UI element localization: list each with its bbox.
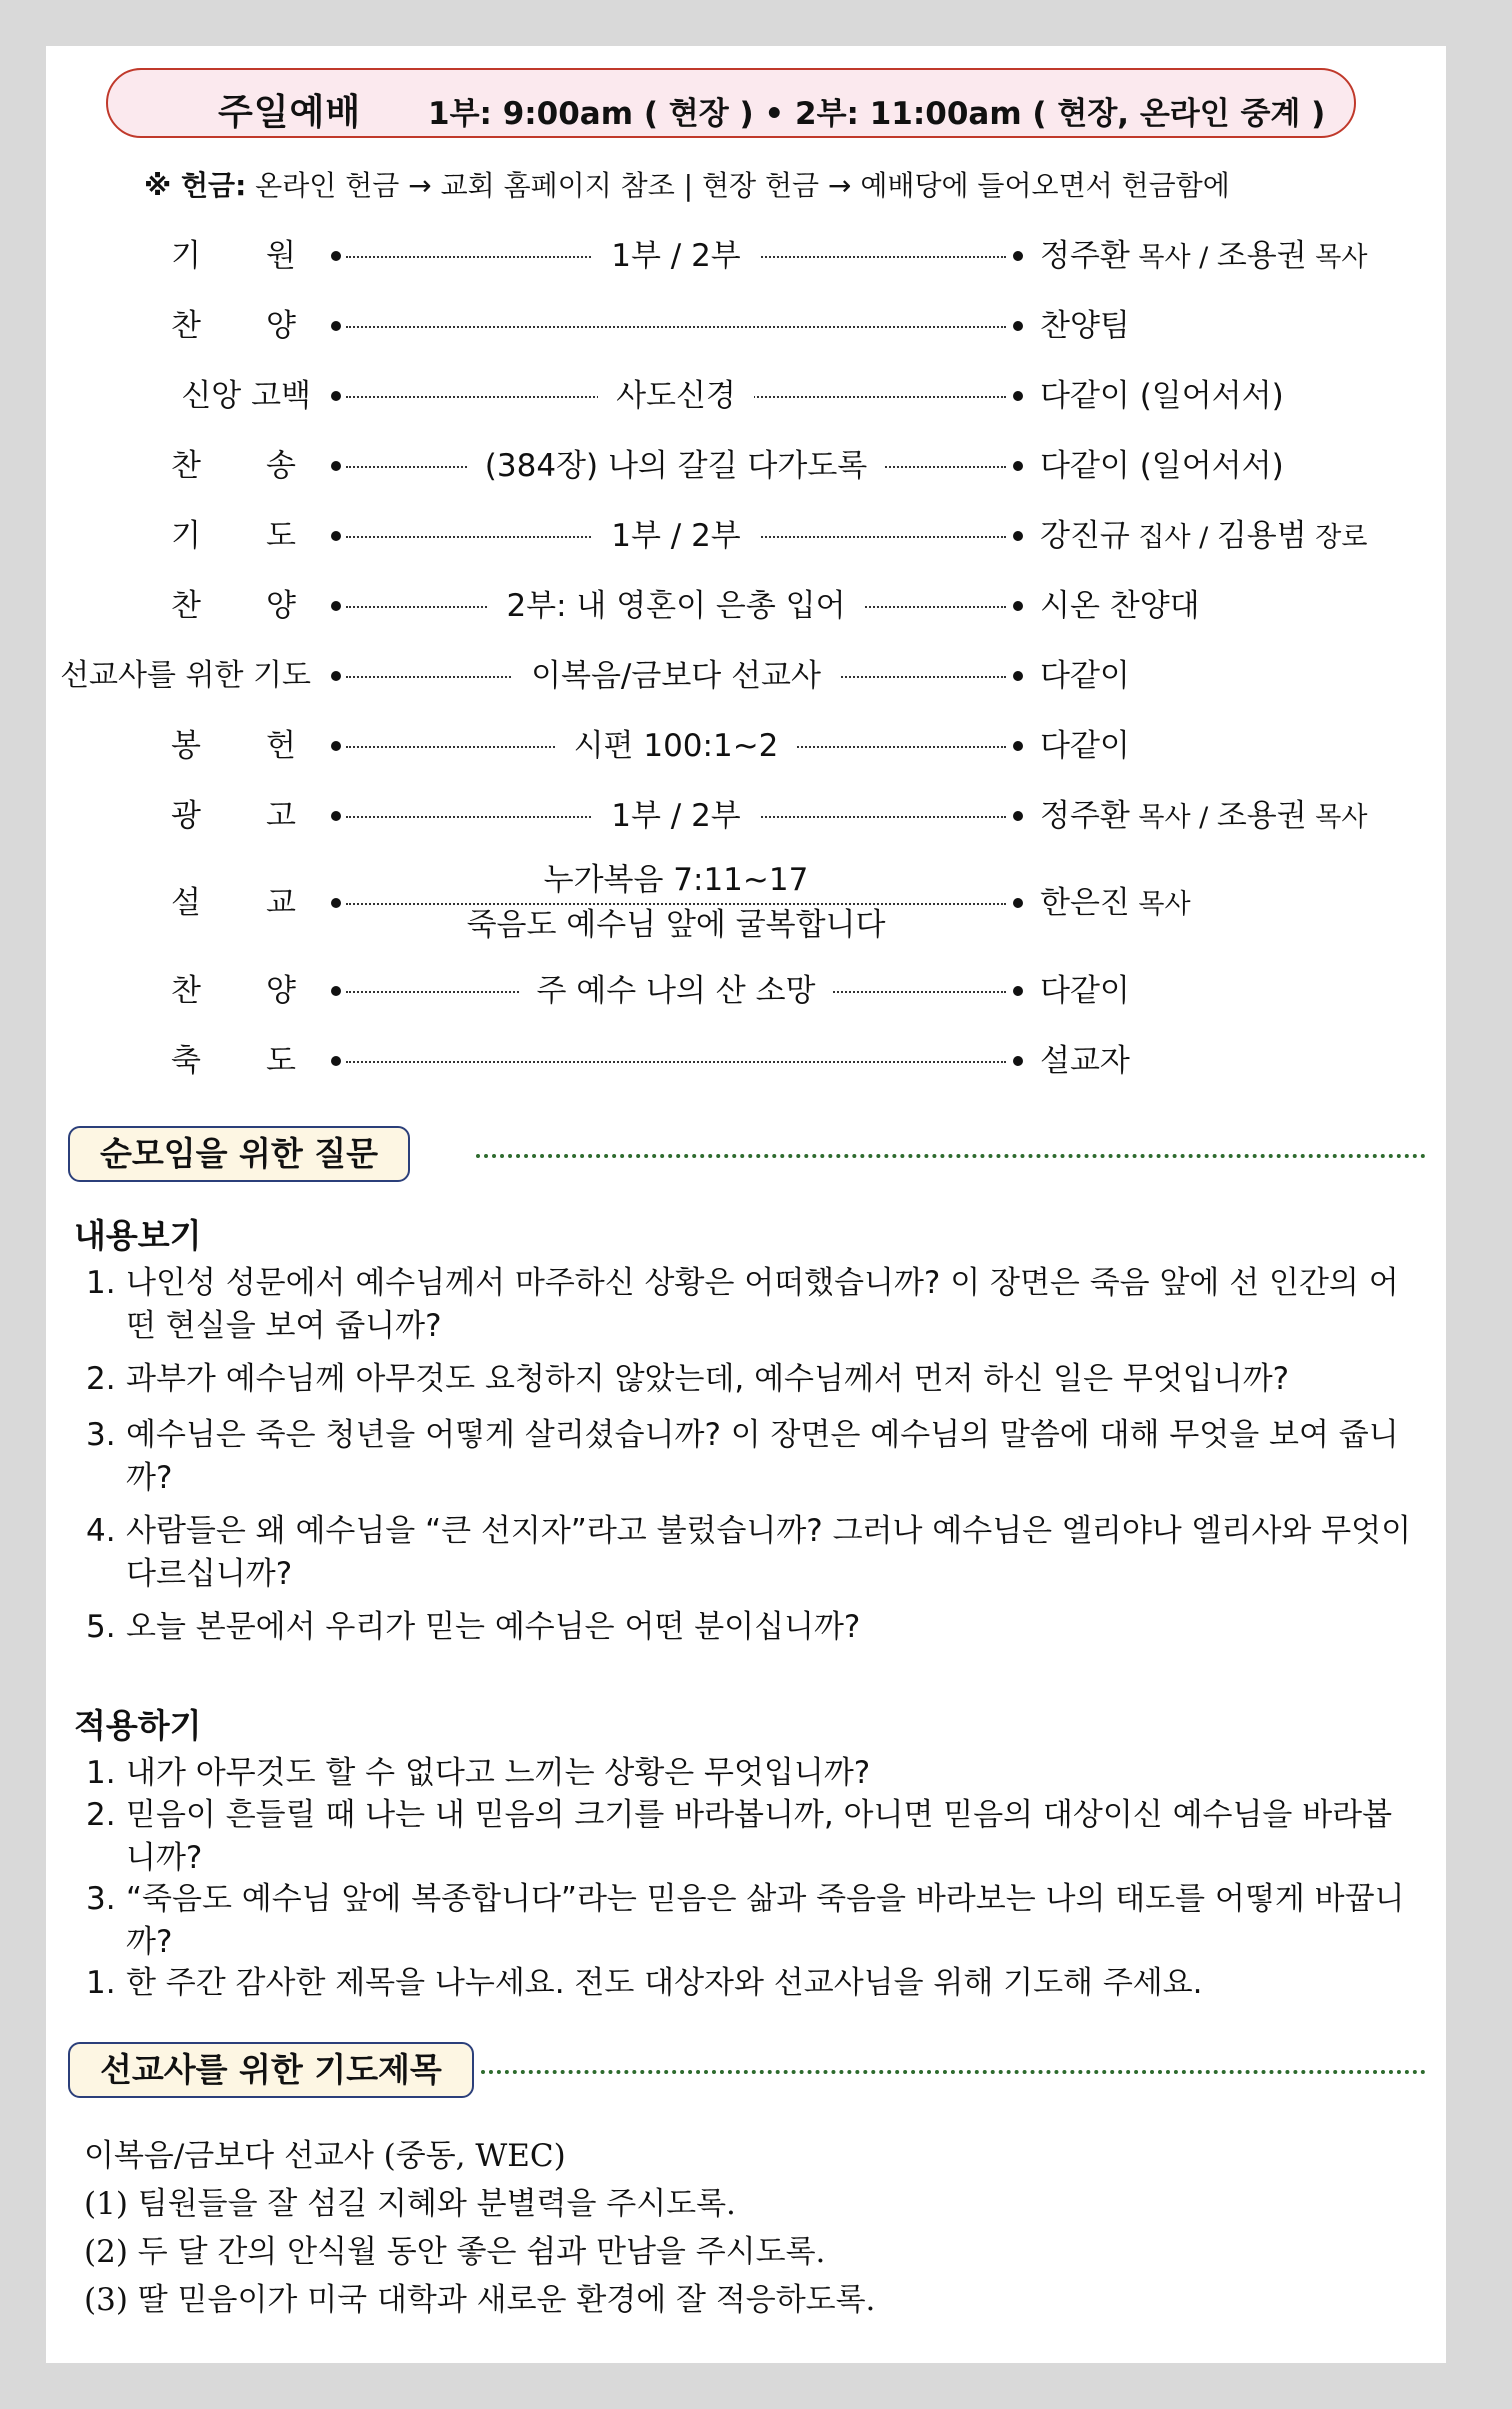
order-item-name: 찬 양 bbox=[171, 308, 296, 344]
order-row bbox=[46, 226, 1446, 286]
order-item-leader bbox=[1040, 296, 1130, 356]
order-item-text: 사도신경 bbox=[598, 378, 754, 414]
order-item-name: 설 교 bbox=[171, 885, 296, 921]
mission-item: (1) 팀원들을 잘 섬길 지혜와 분별력을 주시도록. bbox=[84, 2186, 736, 2222]
leader-name: 조용권 bbox=[1216, 798, 1307, 834]
bullet-dot bbox=[1013, 671, 1023, 681]
questions-divider bbox=[476, 1154, 1426, 1158]
bulletin-page bbox=[46, 46, 1446, 2363]
order-item-name: 기 원 bbox=[171, 238, 296, 274]
bullet-dot bbox=[331, 671, 341, 681]
order-item-leader bbox=[1040, 858, 1191, 950]
order-item-text: (384장) 나의 갈길 다가도록 bbox=[467, 448, 885, 484]
order-row bbox=[46, 786, 1446, 846]
dotted-leader bbox=[346, 1061, 1006, 1063]
offering-label: ※ 헌금: bbox=[144, 169, 247, 202]
leader-name: 강진규 bbox=[1040, 518, 1130, 554]
service-times: 1부: 9:00am ( 현장 ) • 2부: 11:00am ( 현장, 온라인 중계 ) bbox=[428, 96, 1326, 132]
bullet-dot bbox=[1013, 391, 1023, 401]
order-row bbox=[46, 1031, 1446, 1091]
order-row bbox=[46, 961, 1446, 1021]
apply-heading: 적용하기 bbox=[74, 1706, 202, 1745]
sermon-passage: 누가복음 7:11~17 bbox=[526, 862, 827, 898]
order-item-text: 1부 / 2부 bbox=[593, 238, 759, 274]
question-number: 3. bbox=[86, 1417, 116, 1453]
leader-title: 집사 / bbox=[1129, 522, 1217, 553]
order-item-content bbox=[346, 506, 1006, 566]
order-item-content bbox=[346, 646, 1006, 706]
leader-name: 찬양팀 bbox=[1040, 308, 1130, 344]
order-item-content bbox=[346, 366, 1006, 426]
order-item-content bbox=[346, 576, 1006, 636]
bullet-dot bbox=[1013, 898, 1023, 908]
order-item-text: 이복음/금보다 선교사 bbox=[513, 658, 839, 694]
leader-name: 다같이 (일어서서) bbox=[1040, 448, 1284, 484]
leader-title: 장로 bbox=[1306, 522, 1368, 553]
question-number: 3. bbox=[86, 1881, 116, 1917]
leader-title: 목사 / bbox=[1129, 802, 1217, 833]
order-item-name: 찬 양 bbox=[171, 588, 296, 624]
order-item-text: 1부 / 2부 bbox=[593, 798, 759, 834]
order-row bbox=[46, 858, 1446, 948]
order-item-leader bbox=[1040, 366, 1284, 426]
bullet-dot bbox=[1013, 531, 1023, 541]
order-item-text: 주 예수 나의 산 소망 bbox=[519, 973, 834, 1009]
leader-name: 설교자 bbox=[1040, 1043, 1130, 1079]
leader-title: 목사 bbox=[1306, 242, 1368, 273]
question-number: 2. bbox=[86, 1361, 116, 1397]
order-row bbox=[46, 716, 1446, 776]
order-item-name: 광 고 bbox=[171, 798, 296, 834]
question-text: 오늘 본문에서 우리가 믿는 예수님은 어떤 분이십니까? bbox=[126, 1609, 861, 1645]
bullet-dot bbox=[1013, 986, 1023, 996]
sermon-title: 죽음도 예수님 앞에 굴복합니다 bbox=[449, 907, 904, 943]
order-item-leader bbox=[1040, 506, 1367, 568]
question-number: 1. bbox=[86, 1755, 116, 1791]
questions-section-title: 순모임을 위한 질문 bbox=[68, 1126, 410, 1182]
bullet-dot bbox=[331, 811, 341, 821]
question-text: 믿음이 흔들릴 때 나는 내 믿음의 크기를 바라봅니까, 아니면 믿음의 대상이신 예수님을 바라봅니까? bbox=[126, 1797, 1393, 1876]
bullet-dot bbox=[331, 898, 341, 908]
order-row bbox=[46, 296, 1446, 356]
question-text: 내가 아무것도 할 수 없다고 느끼는 상황은 무엇입니까? bbox=[126, 1755, 871, 1791]
bullet-dot bbox=[331, 321, 341, 331]
leader-title: 목사 bbox=[1306, 802, 1368, 833]
order-item-name: 찬 양 bbox=[171, 973, 296, 1009]
bullet-dot bbox=[331, 531, 341, 541]
order-row bbox=[46, 576, 1446, 636]
question-text: “죽음도 예수님 앞에 복종합니다”라는 믿음은 삶과 죽음을 바라보는 나의 태도를 어떻게 바꿉니까? bbox=[126, 1881, 1405, 1960]
order-item-leader bbox=[1040, 961, 1130, 1021]
order-item-text: 시편 100:1~2 bbox=[556, 728, 797, 764]
order-item-name: 기 도 bbox=[171, 518, 296, 554]
bullet-dot bbox=[331, 1056, 341, 1066]
order-item-content bbox=[346, 226, 1006, 286]
service-header bbox=[106, 68, 1356, 138]
leader-name: 정주환 bbox=[1040, 238, 1130, 274]
order-item-content bbox=[346, 436, 1006, 496]
bullet-dot bbox=[1013, 461, 1023, 471]
mission-section-title: 선교사를 위한 기도제목 bbox=[68, 2042, 474, 2098]
mission-divider bbox=[481, 2070, 1426, 2074]
order-item-name: 봉 헌 bbox=[171, 728, 296, 764]
mission-item: (3) 딸 믿음이가 미국 대학과 새로운 환경에 잘 적응하도록. bbox=[84, 2282, 876, 2318]
offering-text: 온라인 헌금 → 교회 홈페이지 참조 | 현장 헌금 → 예배당에 들어오면서 헌금함에 bbox=[246, 169, 1230, 202]
order-item-leader bbox=[1040, 226, 1367, 288]
question-number: 1. bbox=[86, 1965, 116, 2001]
bullet-dot bbox=[331, 601, 341, 611]
leader-name: 다같이 bbox=[1040, 658, 1130, 694]
order-item-name: 선교사를 위한 기도 bbox=[60, 658, 311, 693]
bullet-dot bbox=[1013, 741, 1023, 751]
order-row bbox=[46, 436, 1446, 496]
order-item-content bbox=[346, 716, 1006, 776]
bullet-dot bbox=[1013, 1056, 1023, 1066]
bullet-dot bbox=[1013, 811, 1023, 821]
leader-name: 시온 찬양대 bbox=[1040, 588, 1200, 624]
order-item-leader bbox=[1040, 576, 1200, 636]
leader-name: 다같이 (일어서서) bbox=[1040, 378, 1284, 414]
question-text: 한 주간 감사한 제목을 나누세요. 전도 대상자와 선교사님을 위해 기도해 주세요. bbox=[126, 1965, 1203, 2001]
question-text: 예수님은 죽은 청년을 어떻게 살리셨습니까? 이 장면은 예수님의 말씀에 대해 무엇을 보여 줍니까? bbox=[126, 1417, 1399, 1496]
order-row bbox=[46, 506, 1446, 566]
leader-name: 다같이 bbox=[1040, 973, 1130, 1009]
order-item-content bbox=[346, 961, 1006, 1021]
question-number: 2. bbox=[86, 1797, 116, 1833]
question-number: 4. bbox=[86, 1513, 116, 1549]
order-item-content bbox=[346, 858, 1006, 948]
leader-title: 목사 bbox=[1129, 889, 1191, 920]
bullet-dot bbox=[1013, 601, 1023, 611]
question-text: 나인성 성문에서 예수님께서 마주하신 상황은 어떠했습니까? 이 장면은 죽음 앞에 선 인간의 어떤 현실을 보여 줍니까? bbox=[126, 1265, 1399, 1344]
order-item-name: 찬 송 bbox=[171, 448, 296, 484]
order-item-leader bbox=[1040, 436, 1284, 496]
order-item-text: 2부: 내 영혼이 은총 입어 bbox=[488, 588, 863, 624]
missionary-name: 이복음/금보다 선교사 (중동, WEC) bbox=[84, 2138, 566, 2174]
leader-name: 조용권 bbox=[1216, 238, 1307, 274]
bullet-dot bbox=[1013, 321, 1023, 331]
leader-title: 목사 / bbox=[1129, 242, 1217, 273]
order-item-leader bbox=[1040, 786, 1367, 848]
mission-item: (2) 두 달 간의 안식월 동안 좋은 쉼과 만남을 주시도록. bbox=[84, 2234, 826, 2270]
order-item-content bbox=[346, 786, 1006, 846]
order-item-name: 축 도 bbox=[171, 1043, 296, 1079]
bullet-dot bbox=[331, 391, 341, 401]
order-item-leader bbox=[1040, 1031, 1130, 1091]
service-title: 주일예배 bbox=[218, 92, 362, 133]
question-number: 5. bbox=[86, 1609, 116, 1645]
order-row bbox=[46, 646, 1446, 706]
question-text: 과부가 예수님께 아무것도 요청하지 않았는데, 예수님께서 먼저 하신 일은 무엇입니까? bbox=[126, 1361, 1290, 1397]
leader-name: 한은진 bbox=[1040, 885, 1130, 921]
bullet-dot bbox=[331, 251, 341, 261]
offering-note bbox=[144, 164, 1230, 204]
order-item-leader bbox=[1040, 646, 1130, 706]
bullet-dot bbox=[331, 986, 341, 996]
leader-name: 김용범 bbox=[1216, 518, 1307, 554]
order-item-name: 신앙 고백 bbox=[181, 378, 311, 414]
bullet-dot bbox=[1013, 251, 1023, 261]
bullet-dot bbox=[331, 741, 341, 751]
question-text: 사람들은 왜 예수님을 “큰 선지자”라고 불렀습니까? 그러나 예수님은 엘리야나 엘리사와 무엇이 다르십니까? bbox=[126, 1513, 1412, 1592]
leader-name: 다같이 bbox=[1040, 728, 1130, 764]
observe-heading: 내용보기 bbox=[74, 1216, 202, 1255]
order-item-text: 1부 / 2부 bbox=[593, 518, 759, 554]
question-number: 1. bbox=[86, 1265, 116, 1301]
dotted-leader bbox=[346, 326, 1006, 328]
order-item-leader bbox=[1040, 716, 1130, 776]
leader-name: 정주환 bbox=[1040, 798, 1130, 834]
bullet-dot bbox=[331, 461, 341, 471]
order-row bbox=[46, 366, 1446, 426]
